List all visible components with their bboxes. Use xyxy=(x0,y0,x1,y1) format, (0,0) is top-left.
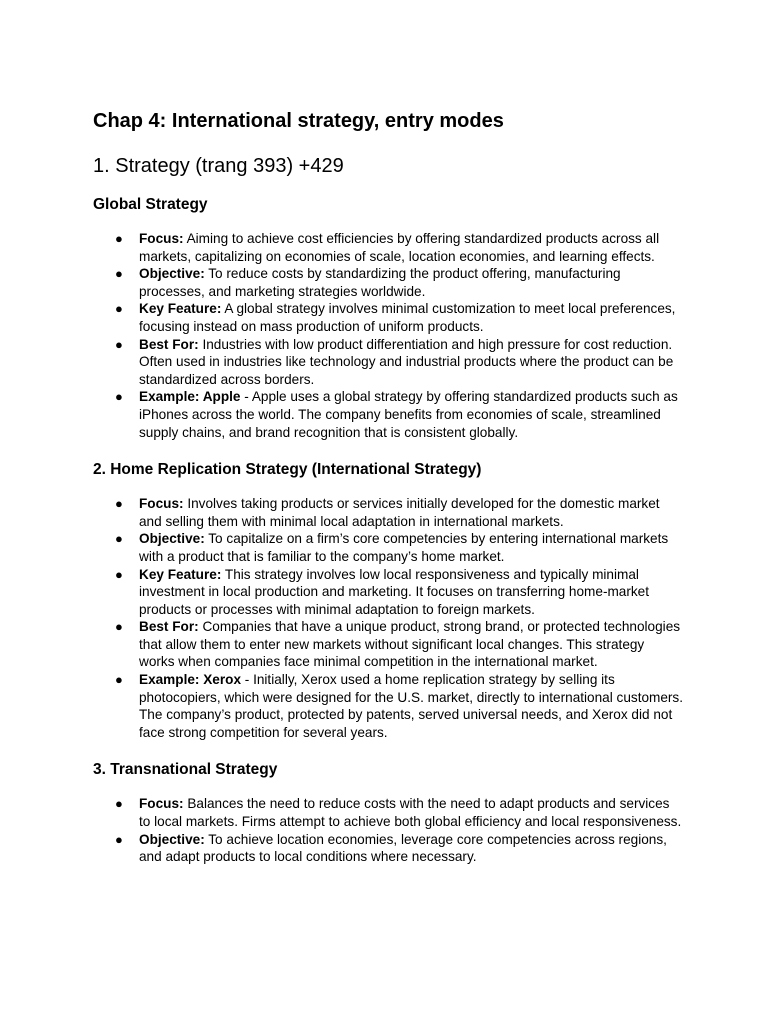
bullet-dot-icon: ● xyxy=(115,336,123,352)
bullet-label: Objective: xyxy=(139,831,205,847)
bullet-text: A global strategy involves minimal customization to meet local preferences, focusing instead on mass production of uniform products. xyxy=(139,301,676,334)
bullet-label: Best For: xyxy=(139,619,199,635)
bullet-text: Companies that have a unique product, strong brand, or protected technologies that allow them to enter new markets without significant local changes. This strategy works when companies face minimal competition in the international market. xyxy=(139,619,681,670)
list-item xyxy=(93,300,683,335)
bullet-text: - Apple uses a global strategy by offering standardized products such as iPhones across the world. The company benefits from economies of scale, streamlined supply chains, and brand recognition that is consistent globally. xyxy=(139,389,678,440)
list-item xyxy=(93,336,683,389)
bullet-dot-icon: ● xyxy=(115,231,123,246)
bullet-dot-icon: ● xyxy=(115,619,123,635)
bullet-label: Focus: xyxy=(139,231,184,246)
strategy-transnational xyxy=(93,760,683,865)
list-item xyxy=(93,530,683,565)
bullet-text: Aiming to achieve cost efficiencies by offering standardized products across all markets, capitalizing on economies of scale, location economies, and learning effects. xyxy=(139,231,660,264)
bullet-list xyxy=(93,230,683,441)
bullet-text: This strategy involves low local responsiveness and typically minimal investment in local production and marketing. It focuses on transferring home-market products or processes with minimal adaptation to foreign markets. xyxy=(139,566,650,617)
list-item xyxy=(93,671,683,741)
bullet-dot-icon: ● xyxy=(115,831,123,847)
bullet-dot-icon: ● xyxy=(115,389,123,405)
list-item xyxy=(93,495,683,530)
bullet-dot-icon: ● xyxy=(115,672,123,688)
document-page xyxy=(93,108,683,866)
list-item xyxy=(93,566,683,619)
bullet-label: Focus: xyxy=(139,796,184,812)
list-item xyxy=(93,831,683,866)
strategy-heading: Global Strategy xyxy=(93,196,208,213)
bullet-label: Key Feature: xyxy=(139,566,222,582)
list-item xyxy=(93,795,683,830)
bullet-text: To capitalize on a firm’s core competencies by entering international markets with a product that is familiar to the company’s home market. xyxy=(139,531,669,564)
bullet-text: Balances the need to reduce costs with the need to adapt products and services to local markets. Firms attempt to achieve both global efficiency and local responsiveness. xyxy=(139,796,682,830)
bullet-dot-icon: ● xyxy=(115,566,123,582)
list-item xyxy=(93,265,683,300)
strategy-home-replication xyxy=(93,460,683,741)
strategy-global xyxy=(93,195,683,441)
bullet-dot-icon: ● xyxy=(115,531,123,547)
bullet-label: Best For: xyxy=(139,336,199,352)
list-item xyxy=(93,230,683,265)
list-item xyxy=(93,388,683,441)
list-item xyxy=(93,618,683,671)
bullet-text: Involves taking products or services initially developed for the domestic market and selling them with minimal local adaptation in international markets. xyxy=(139,496,660,529)
bullet-label: Example: Xerox xyxy=(139,672,241,688)
bullet-dot-icon: ● xyxy=(115,496,123,512)
bullet-dot-icon: ● xyxy=(115,796,123,812)
bullet-list xyxy=(93,495,683,741)
bullet-label: Key Feature: xyxy=(139,301,222,317)
bullet-dot-icon: ● xyxy=(115,301,123,317)
bullet-text: To reduce costs by standardizing the product offering, manufacturing processes, and marketing strategies worldwide. xyxy=(139,266,621,299)
bullet-text: To achieve location economies, leverage core competencies across regions, and adapt products to local conditions where necessary. xyxy=(139,831,667,865)
strategy-heading: 2. Home Replication Strategy (International Strategy) xyxy=(93,461,482,479)
bullet-label: Objective: xyxy=(139,266,205,282)
bullet-text: - Initially, Xerox used a home replication strategy by selling its photocopiers, which were designed for the U.S. market, directly to international customers. The company’s product, protected by patents, served universal needs, and Xerox did not face strong competition for several years. xyxy=(139,672,684,740)
bullet-label: Objective: xyxy=(139,531,205,547)
bullet-label: Example: Apple xyxy=(139,389,241,405)
section-title: 1. Strategy (trang 393) +429 xyxy=(93,155,344,177)
bullet-list xyxy=(93,795,683,865)
bullet-label: Focus: xyxy=(139,496,184,512)
bullet-dot-icon: ● xyxy=(115,266,123,282)
strategy-heading: 3. Transnational Strategy xyxy=(93,761,278,779)
page-title: Chap 4: International strategy, entry modes xyxy=(93,110,504,132)
bullet-text: Industries with low product differentiation and high pressure for cost reduction. Often used in industries like technology and industrial products where the product can be standardized across borders. xyxy=(139,336,674,387)
